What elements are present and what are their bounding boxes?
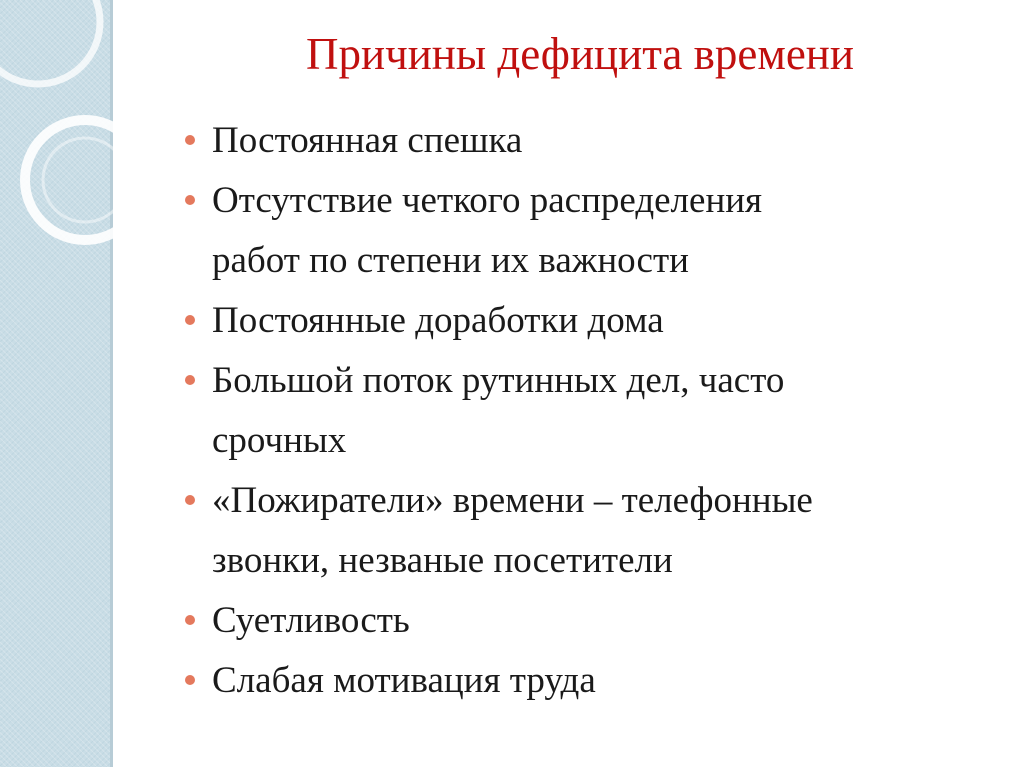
bullet-text: «Пожиратели» времени – телефонные [212, 480, 813, 521]
bullet-marker [185, 615, 195, 625]
bullet-text: Слабая мотивация труда [212, 660, 596, 701]
decorative-circle-inner [43, 138, 127, 222]
bullet-marker [185, 315, 195, 325]
bullet-item [183, 111, 998, 171]
bullet-marker [185, 375, 195, 385]
decorative-circles [0, 0, 140, 260]
bullet-text: Суетливость [212, 600, 410, 641]
bullet-text-continuation: работ по степени их важности [212, 240, 689, 281]
bullet-text-continuation: срочных [212, 420, 347, 461]
bullet-text: Большой поток рутинных дел, часто [212, 360, 785, 401]
decorative-circle-top [0, 0, 100, 84]
bullet-marker [185, 135, 195, 145]
bullet-text: Отсутствие четкого распределения [212, 180, 763, 221]
bullet-marker [185, 495, 195, 505]
bullet-text: Постоянные доработки дома [212, 300, 664, 341]
bullet-list [183, 111, 998, 711]
bullet-item [183, 591, 998, 651]
bullet-item [183, 351, 998, 471]
bullet-marker [185, 195, 195, 205]
bullet-item [183, 291, 998, 351]
bullet-item [183, 651, 998, 711]
bullet-text-continuation: звонки, незваные посетители [212, 540, 673, 581]
bullet-text: Постоянная спешка [212, 120, 523, 161]
bullet-item [183, 171, 998, 291]
bullet-marker [185, 675, 195, 685]
bullet-item [183, 471, 998, 591]
slide-title: Причины дефицита времени [306, 29, 854, 79]
